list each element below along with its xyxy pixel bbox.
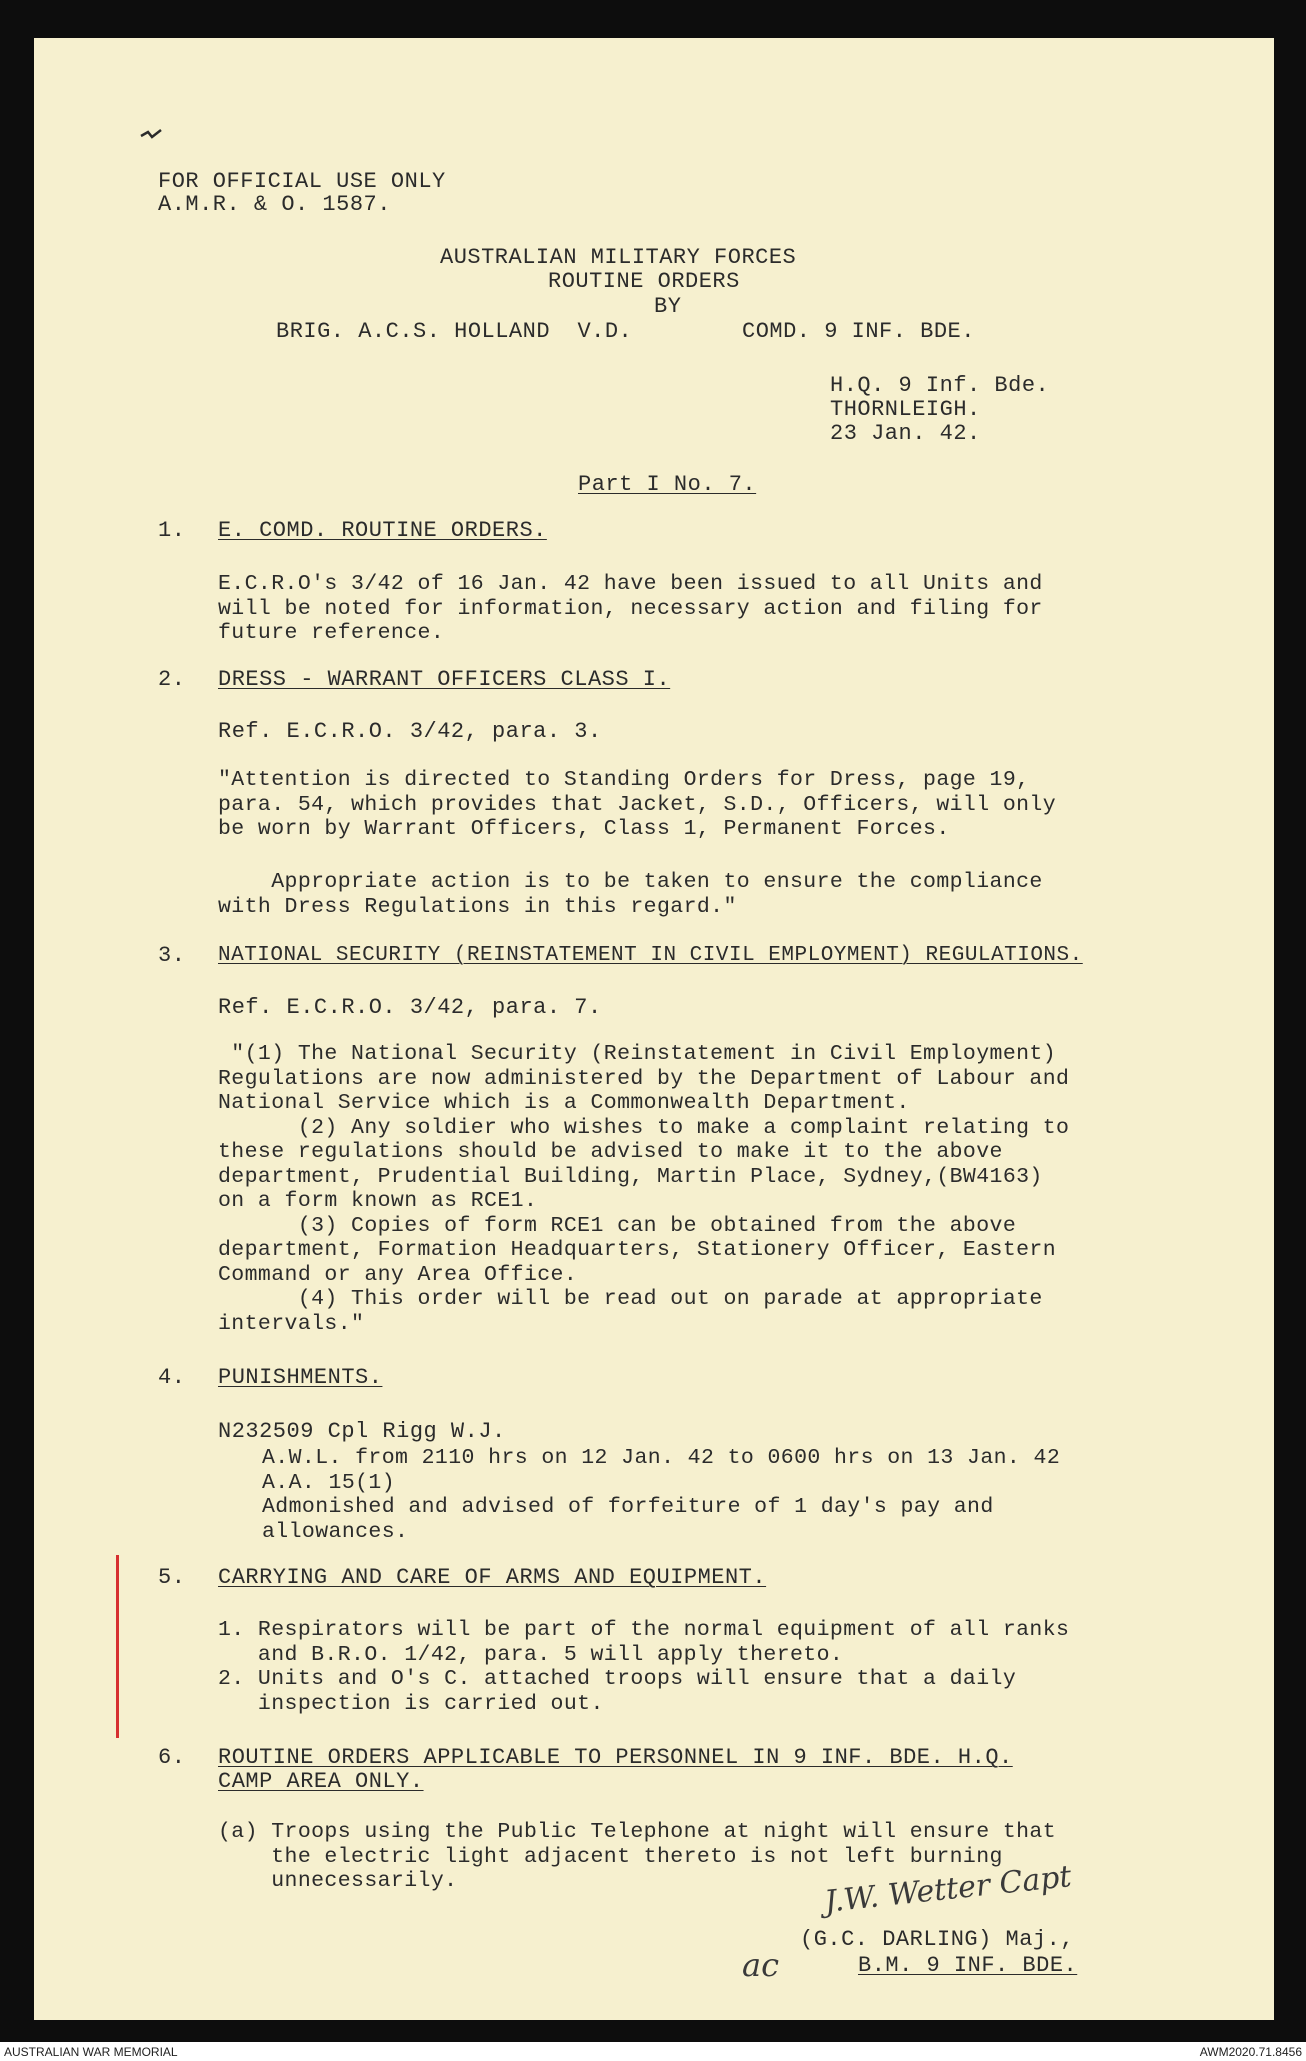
classification-label: FOR OFFICIAL USE ONLY [158, 169, 446, 194]
part-number: Part I No. 7. [578, 472, 757, 497]
footer-accession-number: AWM2020.71.8456 [1199, 2045, 1302, 2059]
item-1-number: 1. [158, 518, 186, 543]
item-5-heading: CARRYING AND CARE OF ARMS AND EQUIPMENT. [218, 1565, 767, 1590]
item-5-body: 1. Respirators will be part of the normal equipment of all ranks and B.R.O. 1/42, para. 5 will apply thereto. 2. Units and O's C. attached troops will ensure that a daily inspection is carried out. [218, 1618, 1070, 1716]
pencil-tick-mark [140, 128, 162, 142]
item-3-heading: NATIONAL SECURITY (REINSTATEMENT IN CIVIL EMPLOYMENT) REGULATIONS. [218, 944, 1083, 967]
item-2-ref: Ref. E.C.R.O. 3/42, para. 3. [218, 719, 602, 744]
handwritten-initials: ac [742, 1946, 779, 1984]
document-page [34, 38, 1274, 2020]
item-1-body: E.C.R.O's 3/42 of 16 Jan. 42 have been issued to all Units and will be noted for information, necessary action and filing for future reference. [218, 572, 1043, 645]
item-2-body-2: Appropriate action is to be taken to ensure the compliance with Dress Regulations in this regard." [218, 870, 1043, 919]
by-label: BY [654, 294, 682, 319]
archive-footer [0, 2042, 1306, 2061]
item-1-heading: E. COMD. ROUTINE ORDERS. [218, 518, 547, 543]
org-title: AUSTRALIAN MILITARY FORCES [440, 245, 797, 270]
handwritten-signature: J.W. Wetter Capt [822, 1859, 1074, 1920]
signatory-title: B.M. 9 INF. BDE. [858, 1953, 1078, 1978]
item-3-number: 3. [158, 943, 186, 968]
item-5-number: 5. [158, 1565, 186, 1590]
item-3-ref: Ref. E.C.R.O. 3/42, para. 7. [218, 995, 602, 1020]
item-2-body-1: "Attention is directed to Standing Orders for Dress, page 19, para. 54, which provides that Jacket, S.D., Officers, will only be worn by Warrant Officers, Class 1, Permanent Forces. [218, 768, 1057, 841]
footer-institution: AUSTRALIAN WAR MEMORIAL [4, 2045, 178, 2059]
orders-subtitle: ROUTINE ORDERS [548, 269, 740, 294]
item-2-heading: DRESS - WARRANT OFFICERS CLASS I. [218, 667, 671, 692]
item-6-body: (a) Troops using the Public Telephone at night will ensure that the electric light adjacent thereto is not left burning unnecessarily. [218, 1820, 1057, 1893]
signatory-name: (G.C. DARLING) Maj., [800, 1927, 1075, 1952]
hq-line: H.Q. 9 Inf. Bde. [830, 373, 1050, 398]
red-margin-mark [116, 1555, 119, 1738]
place-line: THORNLEIGH. [830, 397, 981, 422]
commander-name: BRIG. A.C.S. HOLLAND V.D. [276, 319, 633, 344]
item-6-heading-line-1: ROUTINE ORDERS APPLICABLE TO PERSONNEL IN 9 INF. BDE. H.Q. [218, 1745, 1013, 1770]
date-line: 23 Jan. 42. [830, 421, 981, 446]
item-4-body: A.W.L. from 2110 hrs on 12 Jan. 42 to 0600 hrs on 13 Jan. 42 A.A. 15(1) Admonished and advised of forfeiture of 1 day's pay and allowances. [262, 1446, 1061, 1544]
item-4-soldier: N232509 Cpl Rigg W.J. [218, 1419, 506, 1444]
item-6-number: 6. [158, 1745, 186, 1770]
reference-number: A.M.R. & O. 1587. [158, 192, 391, 217]
item-4-number: 4. [158, 1365, 186, 1390]
item-6-heading-line-2: CAMP AREA ONLY. [218, 1769, 424, 1794]
item-3-body: "(1) The National Security (Reinstatement in Civil Employment) Regulations are now administered by the Department of Labour and National Service which is a Commonwealth Department. (2) Any soldier who wishes to make a complaint relating to these regulations should be advised to make it to the above department, Prudential Building, Martin Place, Sydney,(BW4163) on a form known as RCE1. (3) Copies of form RCE1 can be obtained from the above department, Formation Headquarters, Stationery Officer, Eastern Command or any Area Office. (4) This order will be read out on parade at appropriate intervals." [218, 1042, 1070, 1336]
item-4-heading: PUNISHMENTS. [218, 1365, 383, 1390]
command-title: COMD. 9 INF. BDE. [742, 319, 975, 344]
item-2-number: 2. [158, 667, 186, 692]
